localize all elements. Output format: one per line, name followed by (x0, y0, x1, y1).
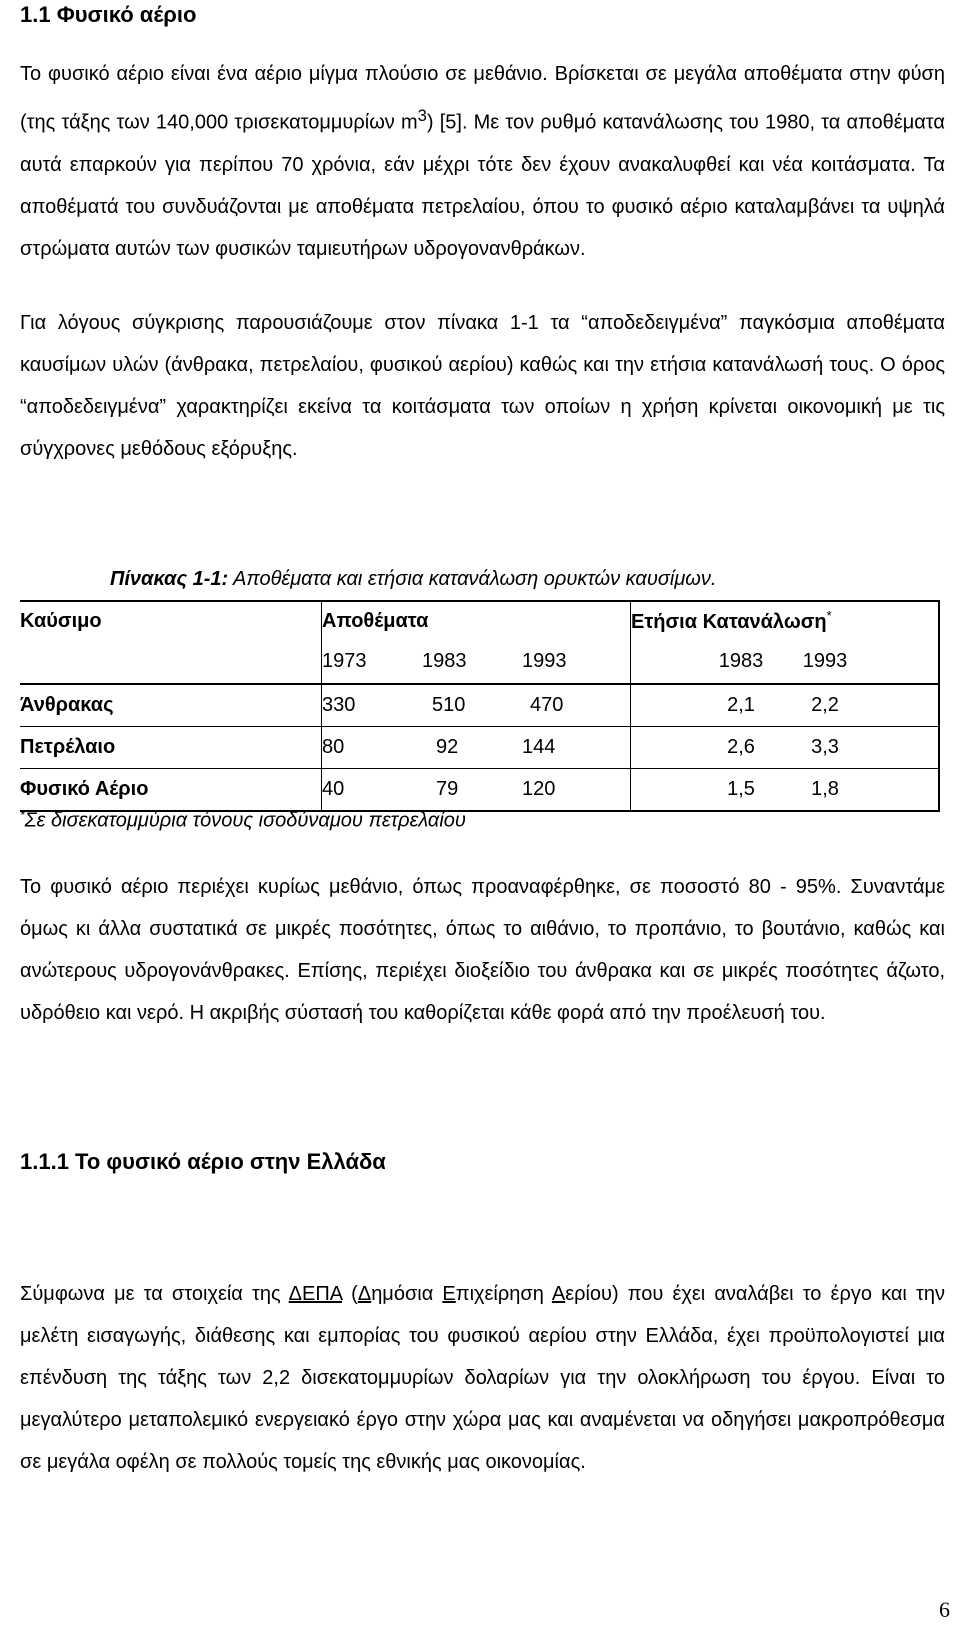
underlined-acronym: ΔΕΠΑ (288, 1283, 343, 1305)
reserve-value: 330 (322, 694, 356, 716)
reserve-value: 144 (522, 736, 556, 758)
table-header-row (20, 601, 939, 640)
underlined-letter: Δ (357, 1283, 372, 1305)
fuel-reserves-table (20, 600, 940, 812)
paragraph-comparison: Για λόγους σύγκρισης παρουσιάζουμε στον πίνακα 1-1 τα “αποδεδειγμένα” παγκόσμια αποθέματα καυσίμων υλών (άνθρακα, πετρελαίου, φυσικού αερίου) καθώς και την ετήσια κατανάλωσή τους. Ο όρος “αποδεδειγμένα” χαρακτηρίζει εκείνα τα κοιτάσματα των οποίων η χρήση κρίνεται οικονομική με τις σύγχρονες μεθόδους εξόρυξης. (20, 312, 945, 460)
paragraph-text: Το φυσικό αέριο είναι ένα αέριο μίγμα πλούσιο σε μεθάνιο. Βρίσκεται σε μεγάλα αποθέματα στην φύση (της τάξης των 140,000 τρισεκατομμυρίων m (20, 63, 945, 134)
paragraph-natural-gas-intro (20, 53, 945, 270)
reserve-value: 470 (530, 694, 564, 716)
consumption-value: 1,8 (811, 778, 839, 800)
footnote-text: Σε δισεκατομμύρια τόνους ισοδύναμου πετρελαίου (24, 809, 466, 832)
paragraph-greece (20, 1273, 945, 1483)
reserve-year: 1993 (522, 650, 567, 672)
consumption-values (631, 684, 940, 727)
paragraph-text: πιχείρηση (455, 1283, 552, 1305)
header-consumption: Ετήσια Κατανάλωση (631, 610, 827, 633)
reserve-values (322, 769, 631, 812)
paragraph-text: ( (342, 1283, 358, 1305)
reserve-values (322, 684, 631, 727)
fuel-name: Φυσικό Αέριο (20, 769, 322, 812)
underlined-letter: Ε (442, 1283, 456, 1305)
paragraph-text: ημόσια (371, 1283, 443, 1305)
underlined-letter: Α (551, 1283, 566, 1305)
footnote-mark: * (20, 808, 25, 822)
paragraph-text: ) [5]. Με τον ρυθμό κατανάλωσης του 1980, τα αποθέματα αυτά επαρκούν για περίπου 70 χρόνια, εάν μέχρι τότε δεν έχουν ανακαλυφθεί και νέα κοιτάσματα. Τα αποθέματά του συνδυάζονται με αποθέματα πετρελαίου, όπου το φυσικό αέριο καταλαμβάνει τα υψηλά στρώματα αυτών των φυσικών ταμιευτήρων υδρογονανθράκων. (20, 111, 945, 260)
table-footnote (20, 808, 466, 833)
paragraph-text: ερίου) που έχει αναλάβει το έργο και την μελέτη εισαγωγής, διάθεσης και εμπορίας του φυσικού αερίου στην Ελλάδα, έχει προϋπολογιστεί μια επένδυση της τάξης των 2,2 δισεκατομμυρίων δολαρίων για την ολοκλήρωση του έργου. Είναι το μεγαλύτερο μεταπολεμικό ενεργειακό έργο στην χώρα μας και αναμένεται να οδηγήσει μακροπρόθεσμα σε μεγάλα οφέλη σε πολλούς τομείς της εθνικής μας οικονομίας. (20, 1283, 945, 1473)
consumption-value: 2,1 (727, 694, 755, 716)
consumption-values (631, 727, 940, 769)
fuel-name: Πετρέλαιο (20, 727, 322, 769)
subsection-heading: 1.1.1 Το φυσικό αέριο στην Ελλάδα (20, 1149, 386, 1174)
table-row (20, 684, 939, 727)
reserve-values (322, 727, 631, 769)
consumption-value: 2,6 (727, 736, 755, 758)
header-reserves: Αποθέματα (322, 601, 631, 640)
table-caption-label: Πίνακας 1-1: (110, 568, 229, 590)
reserve-value: 79 (436, 778, 459, 800)
table-caption-text: Αποθέματα και ετήσια κατανάλωση ορυκτών καυσίμων. (228, 568, 717, 590)
reserve-year: 1973 (322, 650, 367, 672)
paragraph-text: Σύμφωνα με τα στοιχεία της (20, 1283, 289, 1305)
consumption-year: 1993 (802, 650, 848, 672)
header-consumption-footnote-mark: * (826, 608, 832, 624)
reserve-value: 40 (322, 778, 345, 800)
reserve-value: 80 (322, 736, 345, 758)
reserve-value: 120 (522, 778, 556, 800)
header-consumption-cell (631, 601, 940, 640)
header-fuel: Καύσιμο (20, 601, 322, 640)
consumption-year: 1983 (718, 650, 764, 672)
consumption-value: 2,2 (811, 694, 839, 716)
page-number: 6 (939, 1597, 950, 1622)
consumption-values (631, 769, 940, 812)
year-row-blank (20, 640, 322, 684)
reserve-years (322, 640, 631, 684)
consumption-value: 3,3 (811, 736, 839, 758)
reserve-value: 92 (436, 736, 459, 758)
table-row (20, 769, 939, 812)
section-heading: 1.1 Φυσικό αέριο (20, 2, 197, 27)
table-caption (110, 568, 716, 591)
table-row (20, 727, 939, 769)
consumption-value: 1,5 (727, 778, 755, 800)
paragraph-composition: Το φυσικό αέριο περιέχει κυρίως μεθάνιο, όπως προαναφέρθηκε, σε ποσοστό 80 - 95%. Συναντάμε όμως κι άλλα συστατικά σε μικρές ποσότητες, όπως το αιθάνιο, το προπάνιο, το βουτάνιο, καθώς και ανώτερους υδρογονάνθρακες. Επίσης, περιέχει διοξείδιο του άνθρακα και σε μικρές ποσότητες άζωτο, υδρόθειο και νερό. Η ακριβής σύστασή του καθορίζεται κάθε φορά από την προέλευσή του. (20, 876, 945, 1024)
superscript-3: 3 (417, 106, 427, 125)
reserve-year: 1983 (422, 650, 467, 672)
reserve-value: 510 (432, 694, 466, 716)
consumption-years (631, 640, 940, 684)
table-year-row (20, 640, 939, 684)
fuel-name: Άνθρακας (20, 684, 322, 727)
